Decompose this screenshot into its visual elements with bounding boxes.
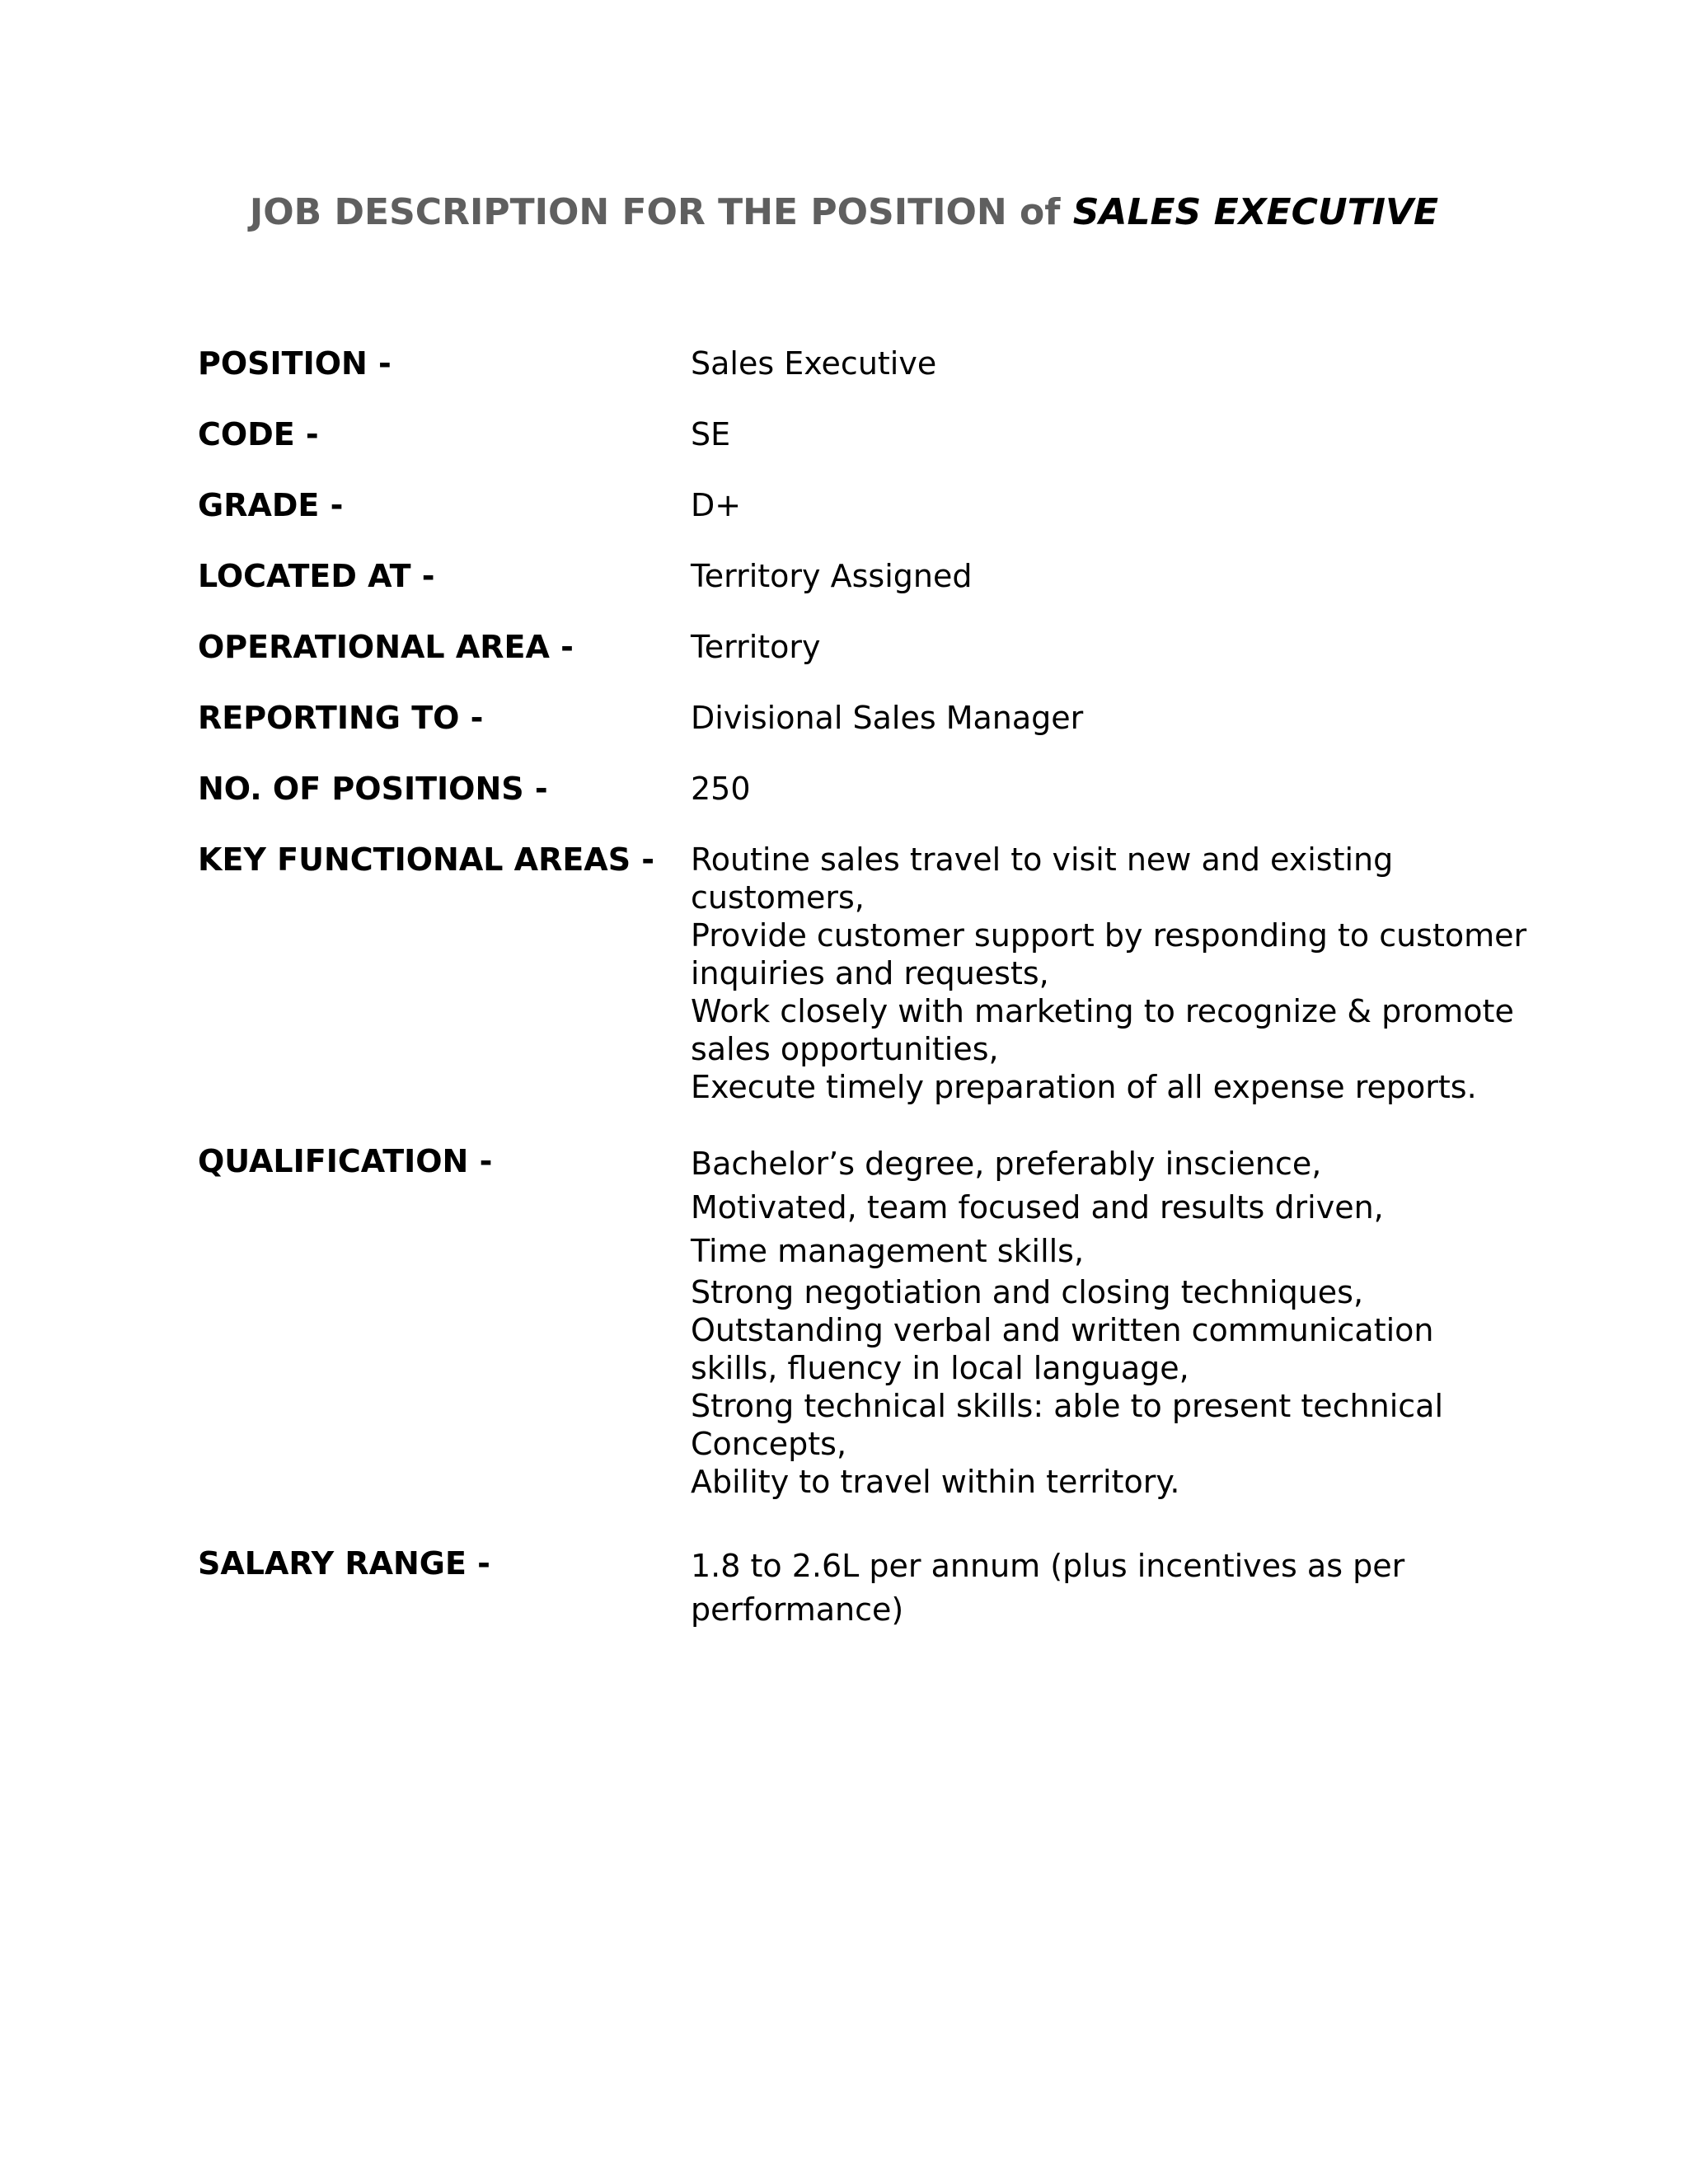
field-value: SE bbox=[691, 416, 731, 452]
field-label: NO. OF POSITIONS - bbox=[198, 771, 548, 807]
list-item: Motivated, team focused and results driven, bbox=[691, 1189, 1384, 1226]
field-label: SALARY RANGE - bbox=[198, 1545, 490, 1582]
list-item: sales opportunities, bbox=[691, 1031, 999, 1067]
page-title bbox=[0, 191, 1688, 233]
list-item: Outstanding verbal and written communication bbox=[691, 1312, 1434, 1348]
list-item: Strong technical skills: able to present technical bbox=[691, 1388, 1444, 1424]
field-label: REPORTING TO - bbox=[198, 700, 484, 736]
field-value: Divisional Sales Manager bbox=[691, 700, 1084, 736]
field-value: Territory Assigned bbox=[691, 558, 973, 594]
field-label: LOCATED AT - bbox=[198, 558, 435, 594]
list-item: inquiries and requests, bbox=[691, 955, 1049, 991]
field-label: CODE - bbox=[198, 416, 319, 452]
salary-line: 1.8 to 2.6L per annum (plus incentives as per bbox=[691, 1548, 1405, 1584]
qualification-list bbox=[691, 1142, 1515, 1501]
salary-range-value bbox=[691, 1544, 1515, 1632]
field-label: POSITION - bbox=[198, 345, 392, 382]
list-item: skills, fluency in local language, bbox=[691, 1350, 1189, 1386]
field-label: GRADE - bbox=[198, 487, 344, 523]
list-item: Strong negotiation and closing techniques, bbox=[691, 1274, 1364, 1310]
list-item: Routine sales travel to visit new and existing bbox=[691, 841, 1394, 878]
title-position-name: SALES EXECUTIVE bbox=[1072, 191, 1439, 233]
list-item: Bachelor’s degree, preferably inscience, bbox=[691, 1146, 1322, 1182]
list-item: Concepts, bbox=[691, 1426, 847, 1462]
field-value: D+ bbox=[691, 487, 742, 523]
list-item: Execute timely preparation of all expense reports. bbox=[691, 1069, 1477, 1105]
list-item: Time management skills, bbox=[691, 1233, 1085, 1269]
field-value: 250 bbox=[691, 771, 751, 807]
salary-line: performance) bbox=[691, 1591, 904, 1628]
key-functional-areas-list bbox=[691, 841, 1527, 1106]
list-item: Work closely with marketing to recognize & promote bbox=[691, 993, 1514, 1029]
field-label: QUALIFICATION - bbox=[198, 1143, 493, 1179]
list-item: Ability to travel within territory. bbox=[691, 1464, 1180, 1500]
field-value: Territory bbox=[691, 629, 821, 665]
field-label: KEY FUNCTIONAL AREAS - bbox=[198, 841, 655, 878]
field-value: Sales Executive bbox=[691, 345, 937, 382]
list-item: customers, bbox=[691, 879, 865, 916]
list-item: Provide customer support by responding to customer bbox=[691, 917, 1527, 954]
title-prefix: JOB DESCRIPTION FOR THE POSITION of bbox=[249, 191, 1061, 233]
field-label: OPERATIONAL AREA - bbox=[198, 629, 574, 665]
qualification-spaced-lines bbox=[691, 1142, 1515, 1273]
